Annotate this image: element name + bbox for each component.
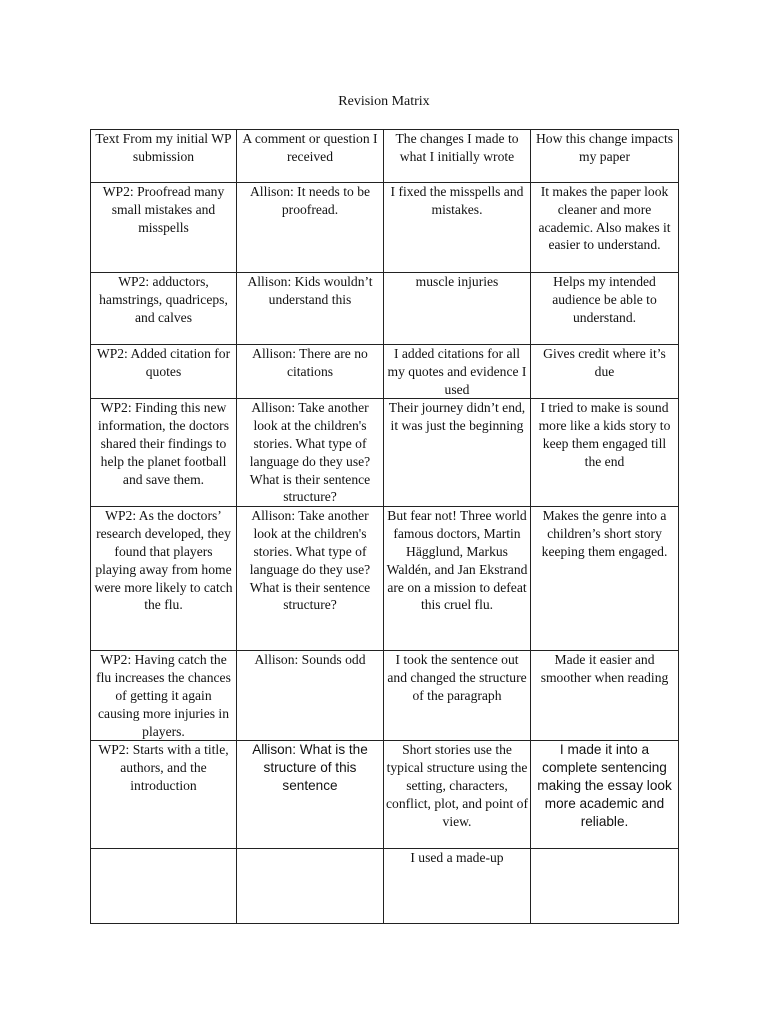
table-cell: It makes the paper look cleaner and more academic. Also makes it easier to understand. <box>531 183 679 273</box>
table-cell: I fixed the misspells and mistakes. <box>384 183 531 273</box>
header-cell-initial-text: Text From my initial WP submission <box>91 130 237 183</box>
table-header-row <box>91 130 679 183</box>
table-cell: Helps my intended audience be able to understand. <box>531 273 679 345</box>
table-cell: Short stories use the typical structure using the setting, characters, conflict, plot, and point of view. <box>384 741 531 849</box>
table-cell: WP2: adductors, hamstrings, quadriceps, and calves <box>91 273 237 345</box>
table-cell: WP2: Added citation for quotes <box>91 345 237 399</box>
table-cell: I took the sentence out and changed the structure of the paragraph <box>384 651 531 741</box>
header-cell-changes: The changes I made to what I initially wrote <box>384 130 531 183</box>
table-cell: Made it easier and smoother when reading <box>531 651 679 741</box>
header-cell-comment: A comment or question I received <box>237 130 384 183</box>
table-cell: I made it into a complete sentencing making the essay look more academic and reliable. <box>531 741 679 849</box>
table-cell: Allison: What is the structure of this sentence <box>237 741 384 849</box>
table-cell <box>91 849 237 924</box>
header-cell-impact: How this change impacts my paper <box>531 130 679 183</box>
table-cell: I tried to make is sound more like a kids story to keep them engaged till the end <box>531 399 679 507</box>
table-cell: WP2: Proofread many small mistakes and misspells <box>91 183 237 273</box>
table-cell: WP2: Starts with a title, authors, and the introduction <box>91 741 237 849</box>
table-cell: Allison: Take another look at the children's stories. What type of language do they use? What is their sentence structure? <box>237 507 384 651</box>
table-cell: But fear not! Three world famous doctors, Martin Hägglund, Markus Waldén, and Jan Ekstrand are on a mission to defeat this cruel flu. <box>384 507 531 651</box>
table-cell: Allison: Sounds odd <box>237 651 384 741</box>
revision-matrix-table <box>90 129 679 924</box>
table-cell: Gives credit where it’s due <box>531 345 679 399</box>
table-cell: Allison: It needs to be proofread. <box>237 183 384 273</box>
table-cell: Makes the genre into a children’s short story keeping them engaged. <box>531 507 679 651</box>
table-cell: Their journey didn’t end, it was just the beginning <box>384 399 531 507</box>
table-cell: WP2: Finding this new information, the doctors shared their findings to help the planet football and save them. <box>91 399 237 507</box>
table-cell: I used a made-up <box>384 849 531 924</box>
table-cell: Allison: Take another look at the children's stories. What type of language do they use? What is their sentence structure? <box>237 399 384 507</box>
table-cell <box>237 849 384 924</box>
table-cell <box>531 849 679 924</box>
table-row <box>91 741 679 849</box>
table-row <box>91 273 679 345</box>
table-row <box>91 399 679 507</box>
table-cell: Allison: There are no citations <box>237 345 384 399</box>
table-row <box>91 651 679 741</box>
table-row <box>91 849 679 924</box>
table-cell: WP2: As the doctors’ research developed, they found that players playing away from home were more likely to catch the flu. <box>91 507 237 651</box>
table-cell: Allison: Kids wouldn’t understand this <box>237 273 384 345</box>
table-cell: I added citations for all my quotes and evidence I used <box>384 345 531 399</box>
table-row <box>91 507 679 651</box>
page-title: Revision Matrix <box>338 94 430 109</box>
table-row <box>91 345 679 399</box>
table-cell: WP2: Having catch the flu increases the chances of getting it again causing more injuries in players. <box>91 651 237 741</box>
table-cell: muscle injuries <box>384 273 531 345</box>
table-row <box>91 183 679 273</box>
